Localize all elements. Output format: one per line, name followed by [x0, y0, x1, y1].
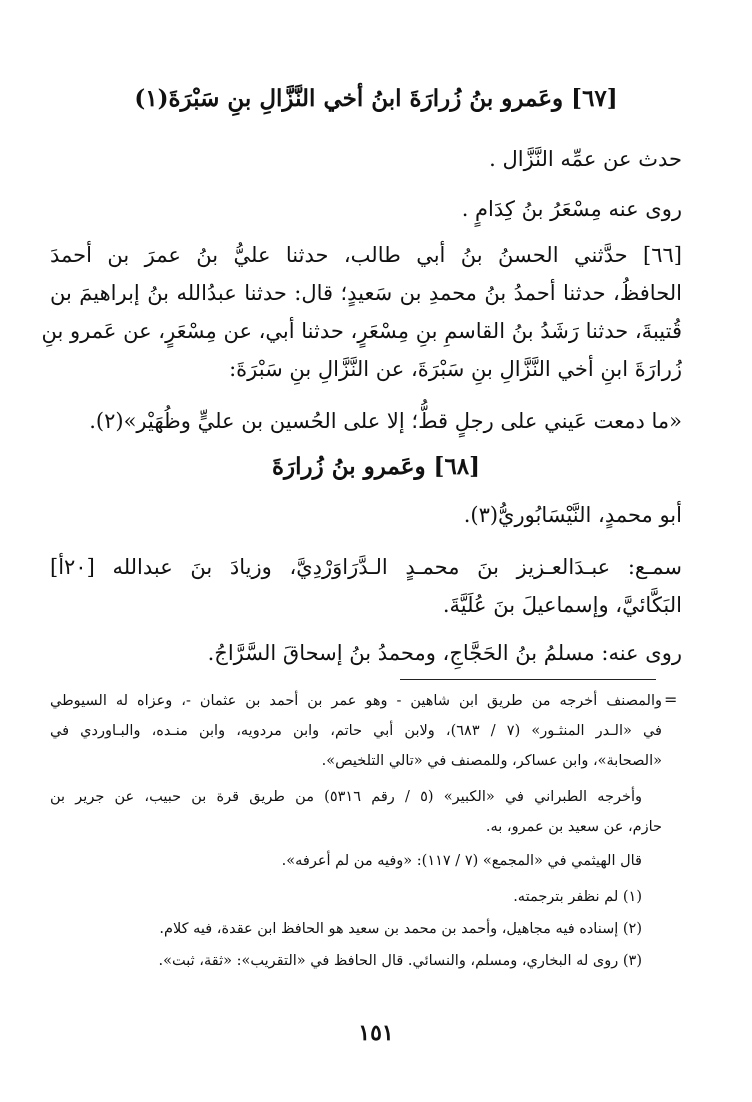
footnote-separator [400, 679, 656, 680]
narration-line: حدث عن عمِّه النَّزَّال . [489, 147, 682, 171]
footnote-line-2: في «الـدر المنثـور» (٧ / ٦٨٣)، ولابن أبي حاتم، وابن مردويه، وابن منـده، والبـاوردي في [50, 723, 662, 739]
hadith-quote: «ما دمعت عَيني على رجلٍ قطُّ؛ إلا على الحُسين بن عليٍّ وظُهَيْر»(٢). [89, 409, 682, 433]
footnote-line-4: وأخرجه الطبراني في «الكبير» (٥ / رقم ٥٣١٦) من طريق قرة بن حبيب، عن جرير بن [50, 789, 642, 805]
heard-from-line-2: البَكَّائيَّ، وإسماعيلَ بنَ عُلَيَّةَ. [442, 593, 682, 617]
footnote-1: (١) لم نظفر بترجمته. [513, 889, 642, 905]
kunya-line: أبو محمدٍ، النَّيْسَابُوريُّ(٣). [463, 503, 682, 527]
footnote-3: (٣) روى له البخاري، ومسلم، والنسائي. قال الحافظ في «التقريب»: «ثقة، ثبت». [158, 953, 642, 969]
hadith-66-line-1: [٦٦] حدَّثني الحسنُ بنُ أبي طالب، حدثنا عليُّ بنُ عمرَ بن أحمدَ [50, 243, 682, 267]
hadith-66-line-3: قُتيبةَ، حدثنا رَشَدُ بنُ القاسمِ بنِ مِسْعَرٍ، حدثنا أبي، عن مِسْعَرٍ، عن عَمرو بنِ [41, 319, 682, 343]
narrators-from-him-line: روى عنه مِسْعَرُ بنُ كِدَامٍ . [461, 197, 682, 221]
entry-heading-67: [٦٧] وعَمرو بنُ زُرارَةَ ابنُ أخي النَّزَّالِ بنِ سَبْرَةَ(١) [134, 85, 618, 112]
narrators-from-him-line-2: روى عنه: مسلمُ بنُ الحَجَّاجِ، ومحمدُ بنُ إسحاقَ السَّرَّاجُ. [207, 641, 682, 665]
footnote-2: (٢) إسناده فيه مجاهيل، وأحمد بن محمد بن سعيد هو الحافظ ابن عقدة، فيه كلام. [159, 921, 642, 937]
entry-heading-68: [٦٨] وعَمرو بنُ زُرارَةَ [271, 453, 481, 480]
footnote-line-3: «الصحابة»، وابن عساكر، وللمصنف في «تالي التلخيص». [321, 753, 662, 769]
footnote-line-1: والمصنف أخرجه من طريق ابن شاهين - وهو عمر بن أحمد بن عثمان -، وعزاه له السيوطي [50, 693, 662, 709]
hadith-66-line-4: زُرارَةَ ابنِ أخي النَّزَّالِ بنِ سَبْرَةَ، عن النَّزَّالِ بنِ سَبْرَةَ: [229, 357, 682, 381]
footnote-line-6: قال الهيثمي في «المجمع» (٧ / ١١٧): «وفيه من لم أعرفه». [281, 853, 642, 869]
page-number: ١٥١ [358, 1020, 394, 1046]
hadith-66-line-2: الحافظُ، حدثنا أحمدُ بنُ محمدِ بن سَعيدٍ؛ قال: حدثنا عبدُالله بنُ إبراهيمَ بن [50, 281, 682, 305]
footnote-continuation-marker: = [664, 690, 678, 709]
heard-from-line-1: سمـع: عبـدَالعـزيز بنَ محمـدٍ الـدَّرَاوَرْدِيَّ، وزيادَ بنَ عبدالله [٢٠أ] [50, 555, 682, 579]
footnote-line-5: حازم، عن سعيد بن عمرو، به. [485, 819, 662, 835]
